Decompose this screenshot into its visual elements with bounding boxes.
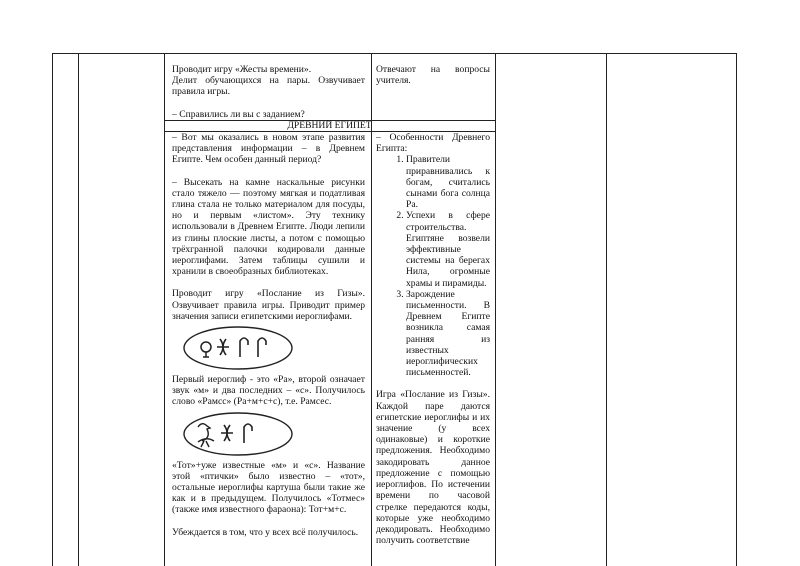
cartouche-tutmes-image (182, 411, 294, 457)
game-description: Игра «Послание из Гизы». Каждой паре даются египетские иероглифы и их значение (у всех одинаковые) и короткие предложения. Необходимо закодировать данное предложение с помощью иероглифов. По истечении времени по часовой стрелке передаются коды, которые уже необходимо декодировать. Необходимо получить соответствие (376, 389, 490, 547)
features-list-item: 1. Правители приравнивались к богам, считались сынами бога солнца Ра. (406, 154, 490, 210)
teacher-paragraph: Убеждается в том, что у всех всё получилось. (172, 526, 359, 538)
features-list-item: 3. Зарождение письменности. В Древнем Египте возникла самая ранняя из известных иероглифических письменностей. (406, 289, 490, 379)
table-border-top (52, 53, 737, 54)
teacher-paragraph: – Высекать на камне наскальные рисунки стало тяжело — поэтому мягкая и податливая глина стала не только материалом для посуды, но и первым «листом». Эту технику использовали в Древнем Египте. Люди лепили из глины плоские листы, а потом с помощью трёхгранной палочки кодировали данные иероглифами. Затем таблицы сушили и хранили в своеобразных библиотеках. (172, 176, 365, 278)
row1-teacher-line: – Справились ли вы с заданием? (172, 108, 305, 120)
features-list-item: 2. Успехи в сфере строительства. Египтяне возвели эффективные системы на берегах Нила, огромные храмы и пирамиды. (406, 210, 490, 288)
cartouche-ramses-image (182, 325, 294, 371)
section-header: ДРЕВНИЙ ЕГИПЕТ (287, 120, 372, 131)
teacher-paragraph: Первый иероглиф - это «Ра», второй означает звук «м» и два последних – «с». Получилось слово «Рамсс» (Ра+м+с+с), т.е. Рамсес. (172, 374, 365, 408)
table-border-left (52, 53, 53, 566)
teacher-paragraph: – Вот мы оказались в новом этапе развития представления информации – в Древнем Египте. Чем особен данный период? (172, 132, 365, 166)
features-list (376, 154, 490, 378)
table-border-col5 (606, 53, 607, 566)
row1-teacher-cell (172, 64, 365, 120)
teacher-paragraph: «Тот»+уже известные «м» и «с». Название этой «птички» было известно – «тот», остальные иероглифы картуша были такие же как и в предыдущем. Получилось «Тотмес» (также имя известного фараона): Тот+м+с. (172, 459, 365, 516)
row2-students-cell (376, 132, 490, 546)
table-border-col1 (78, 53, 79, 566)
students-intro: – Особенности Древнего Египта: (376, 132, 490, 155)
teacher-paragraph: Проводит игру «Послание из Гизы». Озвучивает правила игры. Приводит пример значения записи египетскими иероглифами. (172, 288, 365, 322)
row1-students-cell (376, 64, 490, 86)
row1-students-text: Отвечают на вопросы учителя. (376, 64, 490, 87)
row1-teacher-line: Делит обучающихся на пары. Озвучивает правила игры. (172, 75, 365, 98)
row1-teacher-line: Проводит игру «Жесты времени». (172, 64, 312, 75)
table-border-col4 (495, 53, 496, 566)
table-border-right (736, 53, 737, 566)
row2-teacher-cell (172, 132, 365, 538)
